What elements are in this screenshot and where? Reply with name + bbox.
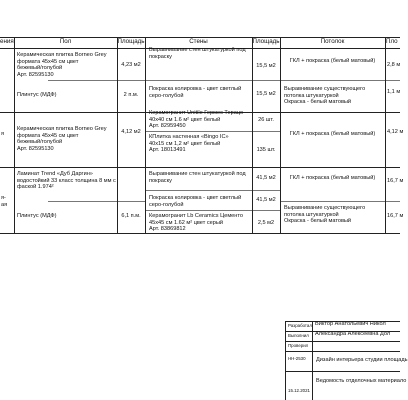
row3-ceiling-2-area: 16,7 м <box>387 213 404 219</box>
floor-subrow-line-3 <box>48 201 145 202</box>
row1-wall-2-area: 15,5 м2 <box>256 91 276 97</box>
row2-room: я <box>1 131 5 137</box>
stamp-role-1: Разработал <box>288 323 312 328</box>
header-walls: Стены <box>189 38 208 45</box>
row2-floor-main: Керамическая плитка Borneo Grey формата 45х45 см цвет бежевый/голубой Арт. 82595130 <box>17 126 107 152</box>
row3-wall-3: Керамогранит Lb Ceramics Цементо 45х45 см 1.62 м² цвет серый Арт. 83869812 <box>149 213 243 233</box>
row3-floor-plinth: Плинтус (МДФ) <box>17 213 57 219</box>
row1-ceiling-2: Выравнивание существующего потолка штукатуркой Окраска - белый матовый <box>284 86 366 106</box>
stamp-name-2: Александра Алексеевна Дол <box>315 331 391 337</box>
row3-room: я- ая <box>1 195 8 208</box>
header-floor-area: Площадь <box>117 38 145 45</box>
stamp-role-2: Выполнил <box>288 333 309 338</box>
row3-ceiling-2: Выравнивание существующего потолка штукатуркой Окраска - белый матовый <box>284 205 366 225</box>
row3-wall-3-area: 2,5 м2 <box>257 220 275 226</box>
row3-wall-2: Покраска колировка - цвет светлый серо-голубой <box>149 195 242 208</box>
header-room: ения <box>0 38 14 45</box>
stamp-project: Дизайн интерьера студии площадь <box>316 357 408 363</box>
row1-ceiling-2-area: 1,1 м <box>387 89 401 95</box>
stamp-sheet-title: Ведомость отделочных материало <box>316 378 407 384</box>
row2-floor-main-area: 4,12 м2 <box>121 129 141 135</box>
header-floor: Пол <box>59 38 72 45</box>
row3-wall-1: Выравнивание стен штукатуркой под покраску <box>149 171 246 184</box>
row1-ceiling-1-area: 2,8 м <box>387 62 401 68</box>
ceiling-subrow-line <box>280 80 400 81</box>
stamp-code: НН-2530 <box>288 356 306 361</box>
row3-wall-2-area: 41,5 м2 <box>256 197 276 203</box>
row3-floor-plinth-area: 6,1 п.м. <box>121 213 141 219</box>
stamp-date: 15.12.2021 <box>288 388 310 393</box>
row3-ceiling-1-area: 16,7 м <box>387 178 404 184</box>
floor-subrow-line <box>48 80 145 81</box>
walls-subrow-line-3a <box>145 190 280 191</box>
ceiling-subrow-line-3 <box>280 201 400 202</box>
stamp-left-border <box>285 321 286 400</box>
row2-wall-1-area: 26 шт. <box>258 117 274 123</box>
walls-subrow-line-3b <box>145 210 280 211</box>
col-divider-ceiling <box>385 37 386 233</box>
row3-wall-1-area: 41,5 м2 <box>256 175 276 181</box>
row2-wall-2: КПлитка настенная «Bingo IC» 40х15 см 1,2 м² цвет белый Арт. 18013491 <box>149 134 229 154</box>
table-bottom-border <box>0 233 400 234</box>
row2-wall-2-area: 135 шт. <box>256 147 276 153</box>
row1-wall-1-area: 15,5 м2 <box>256 63 276 69</box>
stamp-line-5 <box>285 371 400 372</box>
stamp-line-3 <box>285 341 400 342</box>
stamp-role-3: Проверил <box>288 343 309 348</box>
stamp-name-1: Виктор Анатольевич Никол <box>315 321 386 327</box>
row1-floor-main: Керамическая плитка Borneo Grey формата 45х45 см цвет бежевый/голубой Арт. 82595130 <box>17 52 107 78</box>
row-2-bottom-border <box>0 167 400 168</box>
row2-ceiling-1-area: 4,12 м <box>387 129 404 135</box>
walls-subrow-line <box>145 80 280 81</box>
row2-wall-1: Керамогранит Unitile Гермес Терацо 40х40 см 1.6 м² цвет белый Арт. 82959450 <box>149 110 244 130</box>
header-wall-area: Площадь <box>252 38 280 45</box>
row2-ceiling-1: ГКЛ + покраска (белый матовый) <box>289 131 376 137</box>
row1-ceiling-1: ГКЛ + покраска (белый матовый) <box>289 58 376 64</box>
stamp-line-4 <box>285 351 400 352</box>
row3-floor-main: Ламинат Trend «Дуб Даргин» водостойкий 33 класс толщина 8 мм с фаской 1.974² <box>17 171 116 191</box>
stamp-col-divider <box>312 321 313 400</box>
row3-ceiling-1: ГКЛ + покраска (белый матовый) <box>289 175 376 181</box>
row1-wall-2: Покраска колировка - цвет светлый серо-голубой <box>149 86 242 99</box>
row1-floor-plinth: Плинтус (МДФ) <box>17 92 57 98</box>
col-divider-floor-area <box>145 37 146 233</box>
walls-subrow-line-2 <box>145 131 280 132</box>
row1-floor-main-area: 4,23 м2 <box>121 62 141 68</box>
row1-floor-plinth-area: 2 п.м. <box>123 92 139 98</box>
row1-wall-1: Выравнивание стен штукатуркой под покраску <box>149 47 246 60</box>
header-ceiling: Потолок <box>320 38 345 45</box>
col-divider-room <box>14 37 15 233</box>
header-ceiling-area: Пло <box>386 38 398 45</box>
